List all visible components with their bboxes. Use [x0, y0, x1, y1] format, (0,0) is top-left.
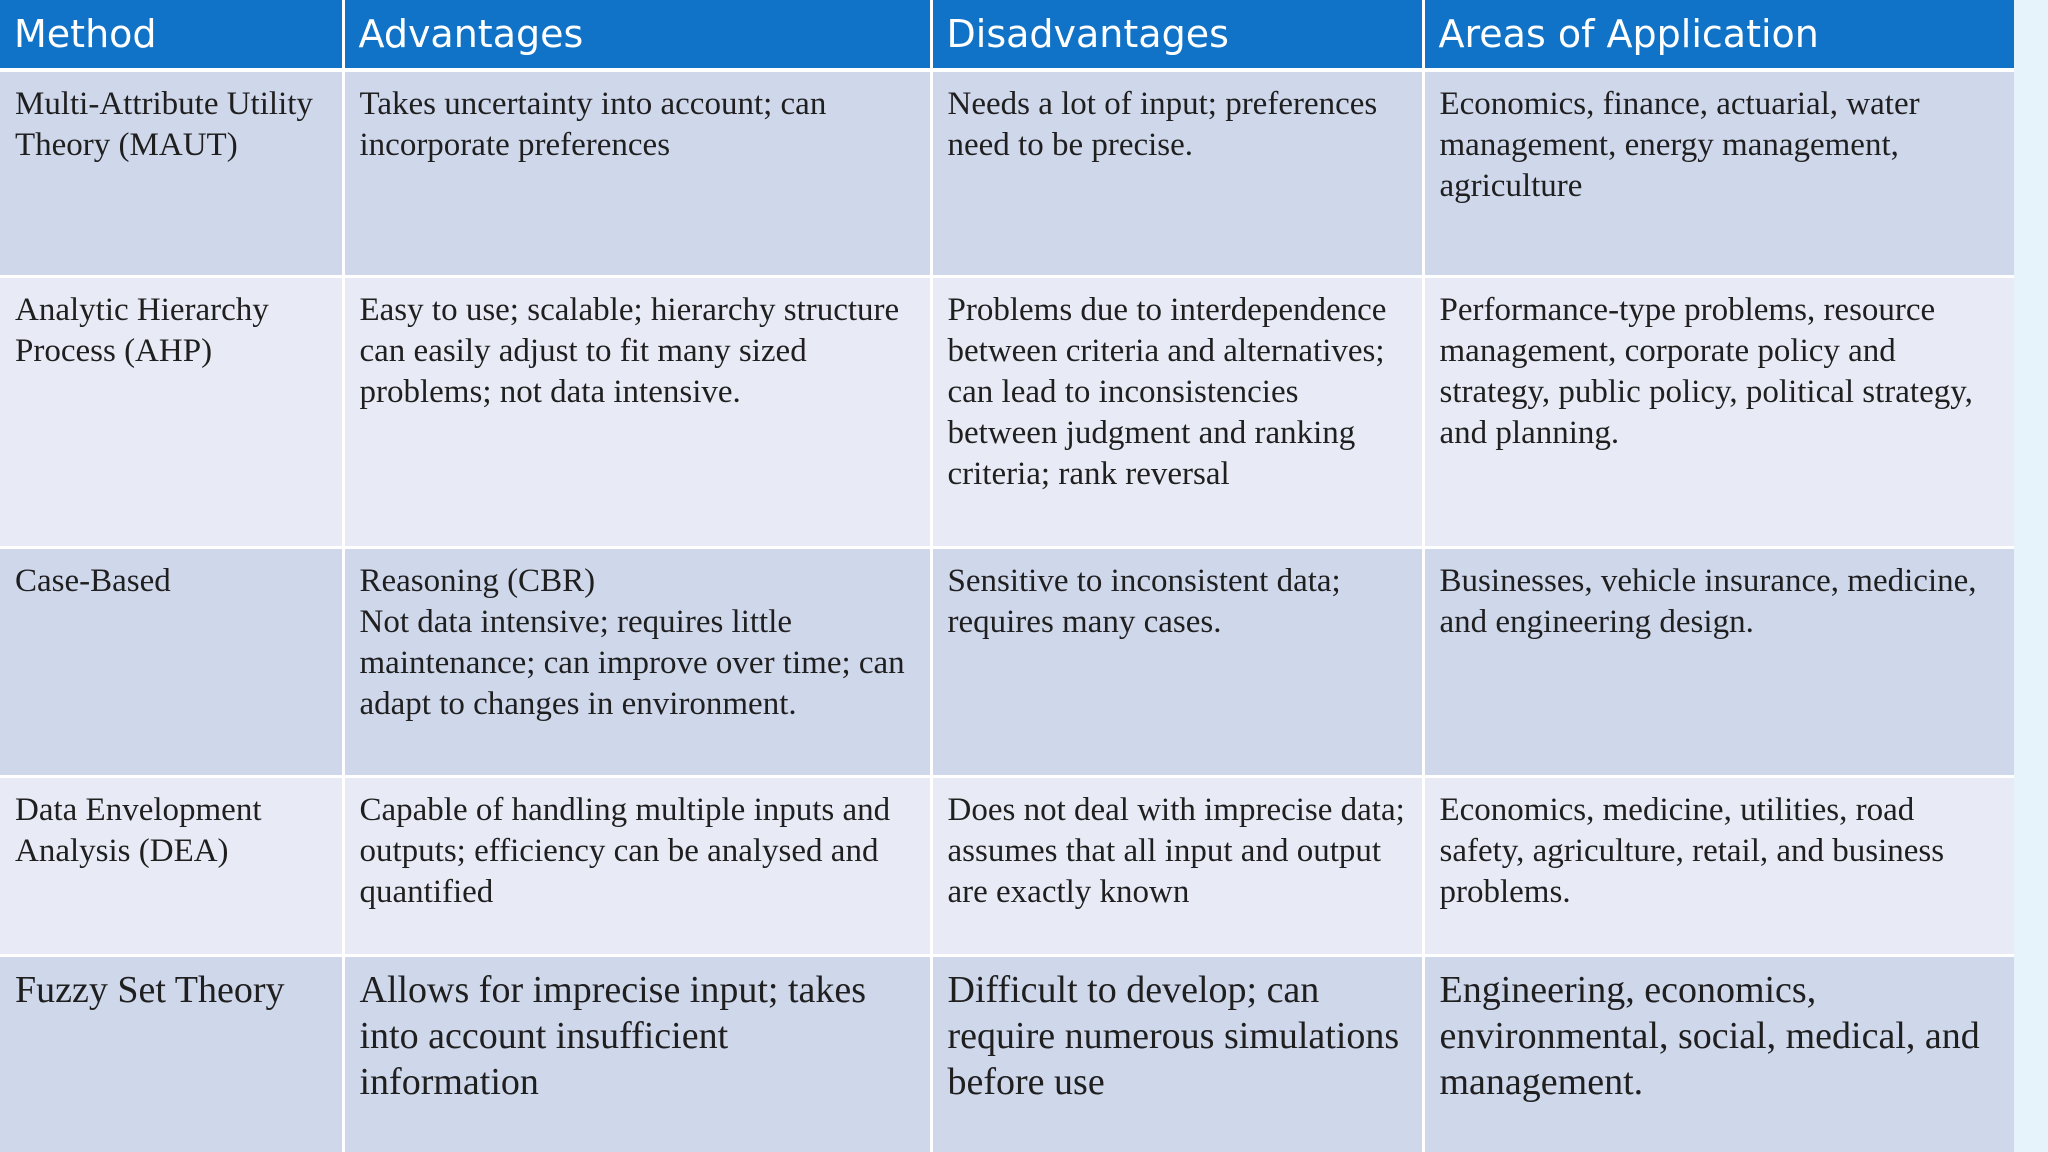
cell-disadvantages: Sensitive to inconsistent data; requires many cases. — [931, 547, 1423, 776]
cell-method: Case-Based — [0, 547, 343, 776]
table-row — [0, 776, 2014, 955]
slide-background-edge — [2014, 0, 2048, 1152]
table-header-row — [0, 0, 2014, 70]
cell-advantages — [343, 547, 931, 776]
cell-disadvantages: Problems due to interdependence between criteria and alternatives; can lead to inconsistencies between judgment and ranking criteria; rank reversal — [931, 276, 1423, 547]
cell-applications: Engineering, economics, environmental, social, medical, and management. — [1423, 955, 2014, 1152]
cell-method: Analytic Hierarchy Process (AHP) — [0, 276, 343, 547]
cell-advantages: Easy to use; scalable; hierarchy structure can easily adjust to fit many sized problems; not data intensive. — [343, 276, 931, 547]
cell-advantages-text: Not data intensive; requires little maintenance; can improve over time; can adapt to changes in environment. — [359, 603, 905, 722]
cell-advantages: Capable of handling multiple inputs and outputs; efficiency can be analysed and quantified — [343, 776, 931, 955]
cell-method: Fuzzy Set Theory — [0, 955, 343, 1152]
table-row — [0, 547, 2014, 776]
cell-disadvantages: Difficult to develop; can require numerous simulations before use — [931, 955, 1423, 1152]
cell-applications: Businesses, vehicle insurance, medicine, and engineering design. — [1423, 547, 2014, 776]
cell-method: Multi-Attribute Utility Theory (MAUT) — [0, 70, 343, 276]
header-disadvantages: Disadvantages — [931, 0, 1423, 70]
cell-disadvantages: Does not deal with imprecise data; assumes that all input and output are exactly known — [931, 776, 1423, 955]
cell-applications: Performance-type problems, resource management, corporate policy and strategy, public policy, political strategy, and planning. — [1423, 276, 2014, 547]
cell-applications: Economics, medicine, utilities, road safety, agriculture, retail, and business problems. — [1423, 776, 2014, 955]
cell-method: Data Envelopment Analysis (DEA) — [0, 776, 343, 955]
cell-applications: Economics, finance, actuarial, water management, energy management, agriculture — [1423, 70, 2014, 276]
header-method: Method — [0, 0, 343, 70]
cell-advantages: Allows for imprecise input; takes into account insufficient information — [343, 955, 931, 1152]
header-areas-of-application: Areas of Application — [1423, 0, 2014, 70]
header-advantages: Advantages — [343, 0, 931, 70]
cell-disadvantages: Needs a lot of input; preferences need to be precise. — [931, 70, 1423, 276]
table-row — [0, 276, 2014, 547]
cell-advantages-first-line: Reasoning (CBR) — [359, 562, 596, 599]
table-row — [0, 70, 2014, 276]
cell-advantages: Takes uncertainty into account; can incorporate preferences — [343, 70, 931, 276]
table-row — [0, 955, 2014, 1152]
